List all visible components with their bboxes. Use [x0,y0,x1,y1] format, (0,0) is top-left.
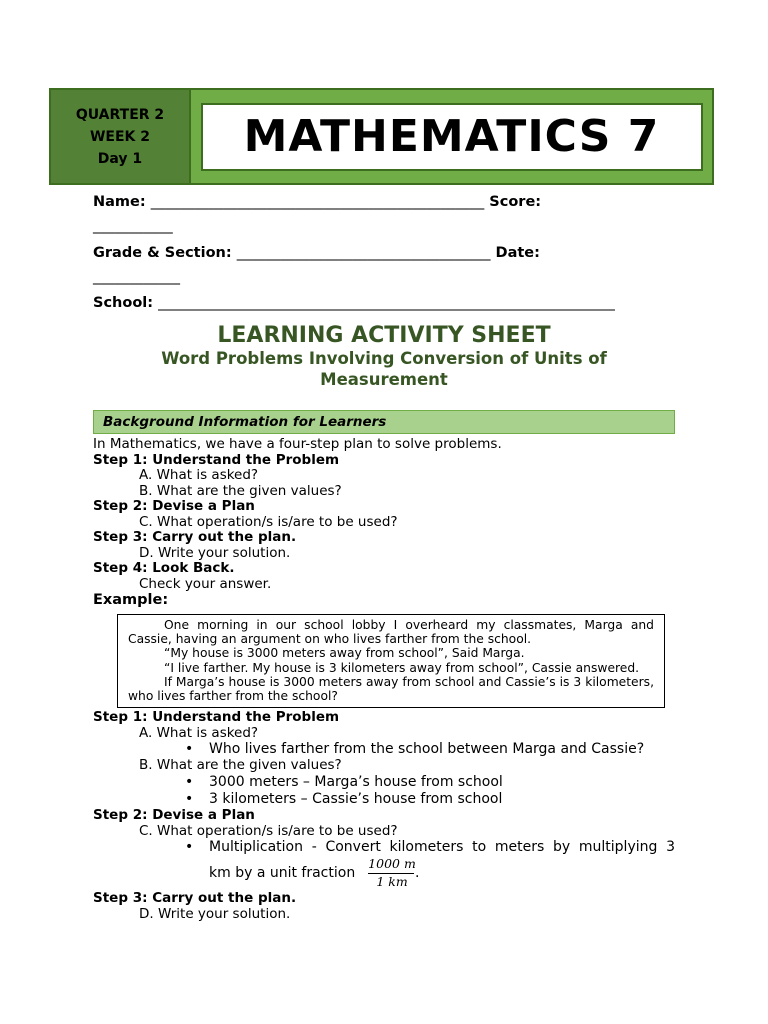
plan-step1-item-a: A. What is asked? [139,467,259,483]
solution-step2-heading: Step 2: Devise a Plan [93,807,255,823]
solution-step3-heading: Step 3: Carry out the plan. [93,890,297,906]
solution-item-b: B. What are the given values? [139,757,342,773]
solution-item-a: A. What is asked? [139,725,259,741]
bullet-icon: • [185,839,194,855]
solution-a-bullet: Who lives farther from the school between Marga and Cassie? [209,741,645,757]
score-line-row [93,218,173,234]
date-field[interactable]: ____________ [93,269,180,285]
fraction-numerator: 1000 m [368,856,416,871]
solution-c-bullet-line2: km by a unit fraction [209,865,356,881]
example-paragraph-1: One morning in our school lobby I overheard my classmates, Marga and Cassie, having an argument on who lives farther from the school. [128,618,654,647]
background-info-banner: Background Information for Learners [93,410,675,434]
solution-c-bullet-line1: Multiplication - Convert kilometers to meters by multiplying 3 [209,839,675,855]
subject-title: MATHEMATICS 7 [201,103,703,171]
plan-step2-heading: Step 2: Devise a Plan [93,498,255,514]
solution-item-d: D. Write your solution. [139,906,291,922]
plan-step4-heading: Step 4: Look Back. [93,560,235,576]
day-label: Day 1 [97,150,143,167]
solution-b-bullet-2: 3 kilometers – Cassie’s house from school [209,791,503,807]
header-period-box [51,90,191,183]
solution-item-c: C. What operation/s is/are to be used? [139,823,398,839]
header-banner [49,88,714,185]
example-problem-box [117,614,665,708]
quarter-label: QUARTER 2 [75,106,165,123]
name-field[interactable]: ______________________________________________ [150,194,485,210]
bullet-icon: • [185,741,194,757]
date-label: Date: [495,245,540,261]
school-label: School: [93,295,154,311]
plan-step1-item-b: B. What are the given values? [139,483,342,499]
plan-step3-item-d: D. Write your solution. [139,545,291,561]
fraction-denominator: 1 km [376,874,408,889]
school-field[interactable]: _______________________________________________________________ [158,295,615,311]
example-paragraph-3: “I live farther. My house is 3 kilometers away from school”, Cassie answered. [164,660,640,675]
bullet-icon: • [185,774,194,790]
solution-step1-heading: Step 1: Understand the Problem [93,709,340,725]
grade-date-row [93,245,540,261]
name-label: Name: [93,194,146,210]
bullet-icon: • [185,791,194,807]
header-title-panel [191,90,712,183]
grade-section-field[interactable]: ___________________________________ [236,245,491,261]
plan-step3-heading: Step 3: Carry out the plan. [93,529,297,545]
plan-step4-text: Check your answer. [139,576,272,592]
example-paragraph-2: “My house is 3000 meters away from school”, Said Marga. [164,646,525,661]
score-label: Score: [489,194,542,210]
plan-step2-item-c: C. What operation/s is/are to be used? [139,514,398,530]
example-label: Example: [93,592,169,608]
solution-b-bullet-1: 3000 meters – Marga’s house from school [209,774,503,790]
score-field[interactable]: ___________ [93,218,173,234]
week-label: WEEK 2 [89,128,151,145]
date-line-row [93,269,180,285]
sheet-subtitle-line2: Measurement [320,370,448,389]
intro-text: In Mathematics, we have a four-step plan to solve problems. [93,436,502,452]
school-row [93,295,615,311]
example-paragraph-4: If Marga’s house is 3000 meters away from school and Cassie’s is 3 kilometers, who lives farther from the school? [128,674,654,704]
fraction-period: . [415,865,420,881]
sheet-title: LEARNING ACTIVITY SHEET [217,323,551,348]
grade-section-label: Grade & Section: [93,245,232,261]
plan-step1-heading: Step 1: Understand the Problem [93,452,340,468]
name-score-row [93,194,541,210]
sheet-subtitle-line1: Word Problems Involving Conversion of Units of [161,349,607,368]
